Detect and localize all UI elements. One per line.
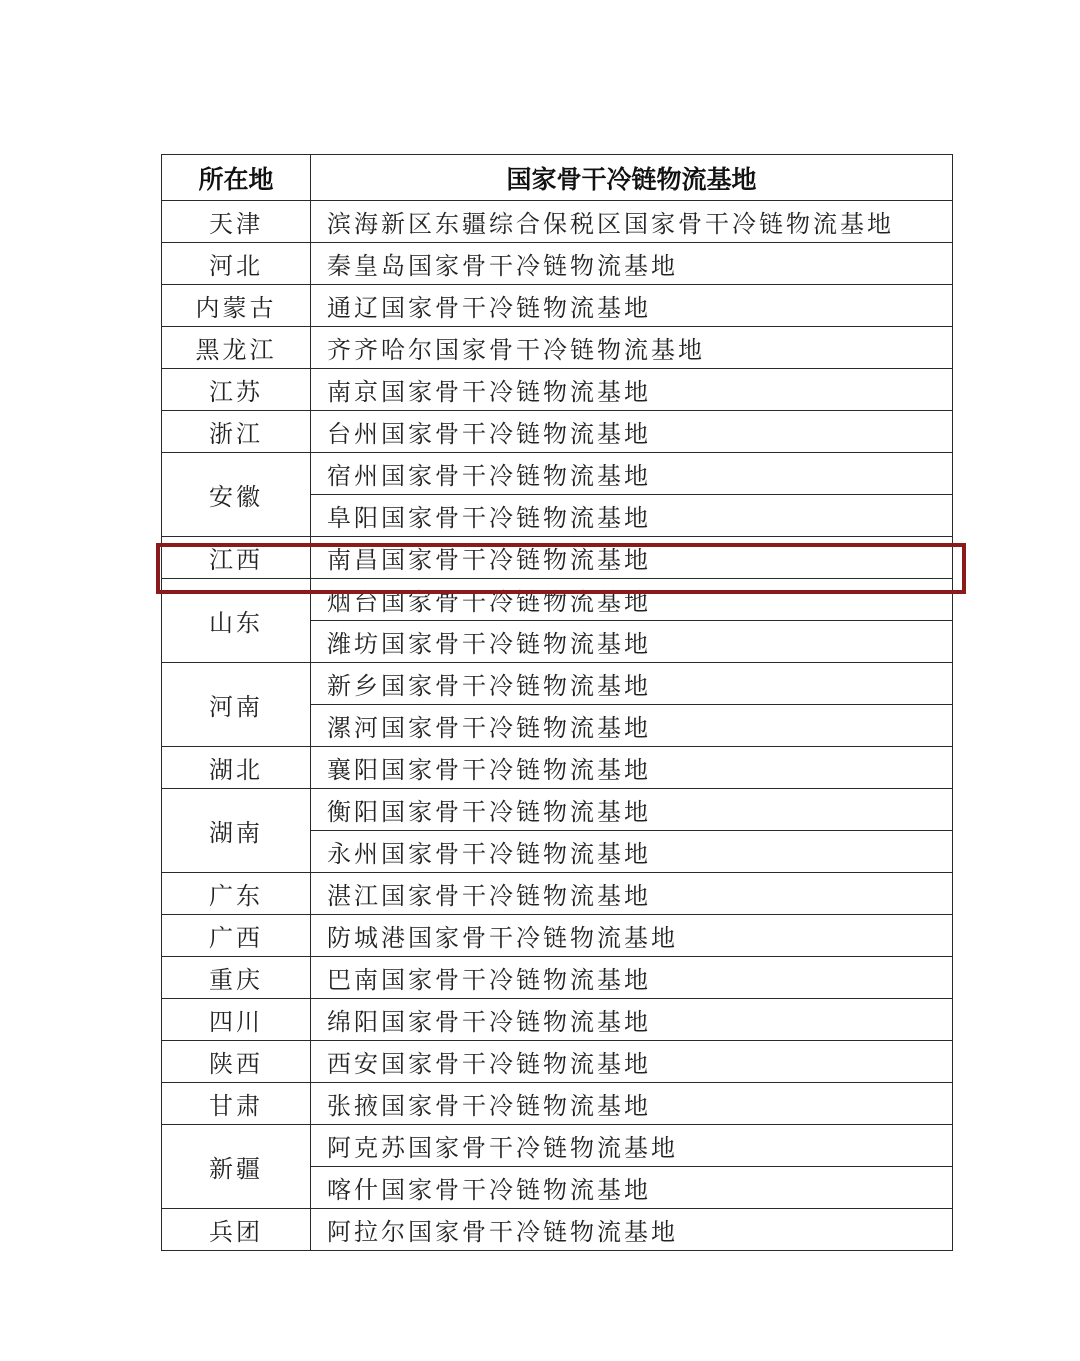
base-name-cell: 新乡国家骨干冷链物流基地 xyxy=(311,663,953,705)
base-name-cell: 通辽国家骨干冷链物流基地 xyxy=(311,285,953,327)
table-row xyxy=(162,1083,953,1125)
table-row xyxy=(162,747,953,789)
base-name-cell: 巴南国家骨干冷链物流基地 xyxy=(311,957,953,999)
province-cell: 四川 xyxy=(162,999,311,1041)
province-cell: 广西 xyxy=(162,915,311,957)
table-row xyxy=(162,873,953,915)
table-row xyxy=(162,243,953,285)
base-name-cell: 台州国家骨干冷链物流基地 xyxy=(311,411,953,453)
base-name-cell: 宿州国家骨干冷链物流基地 xyxy=(311,453,953,495)
province-cell: 山东 xyxy=(162,579,311,663)
header-base-name: 国家骨干冷链物流基地 xyxy=(311,155,953,201)
province-cell: 陕西 xyxy=(162,1041,311,1083)
table-row xyxy=(162,537,953,579)
base-name-cell: 张掖国家骨干冷链物流基地 xyxy=(311,1083,953,1125)
base-name-cell: 喀什国家骨干冷链物流基地 xyxy=(311,1167,953,1209)
base-name-cell: 潍坊国家骨干冷链物流基地 xyxy=(311,621,953,663)
base-name-cell: 漯河国家骨干冷链物流基地 xyxy=(311,705,953,747)
table-row xyxy=(162,1209,953,1251)
header-location: 所在地 xyxy=(162,155,311,201)
cold-chain-base-table xyxy=(161,154,953,1251)
table-row xyxy=(162,1041,953,1083)
table-row xyxy=(162,453,953,495)
base-name-cell: 衡阳国家骨干冷链物流基地 xyxy=(311,789,953,831)
table-row xyxy=(162,663,953,705)
table-row xyxy=(162,999,953,1041)
base-name-cell: 秦皇岛国家骨干冷链物流基地 xyxy=(311,243,953,285)
table-row xyxy=(162,789,953,831)
base-name-cell: 襄阳国家骨干冷链物流基地 xyxy=(311,747,953,789)
province-cell: 天津 xyxy=(162,201,311,243)
base-name-cell: 湛江国家骨干冷链物流基地 xyxy=(311,873,953,915)
table-header-row xyxy=(162,155,953,201)
base-name-cell: 防城港国家骨干冷链物流基地 xyxy=(311,915,953,957)
province-cell: 江西 xyxy=(162,537,311,579)
base-name-cell: 绵阳国家骨干冷链物流基地 xyxy=(311,999,953,1041)
base-name-cell: 齐齐哈尔国家骨干冷链物流基地 xyxy=(311,327,953,369)
base-name-cell: 滨海新区东疆综合保税区国家骨干冷链物流基地 xyxy=(311,201,953,243)
base-name-cell: 阿克苏国家骨干冷链物流基地 xyxy=(311,1125,953,1167)
province-cell: 河北 xyxy=(162,243,311,285)
province-cell: 安徽 xyxy=(162,453,311,537)
base-name-cell: 烟台国家骨干冷链物流基地 xyxy=(311,579,953,621)
province-cell: 广东 xyxy=(162,873,311,915)
table-row xyxy=(162,369,953,411)
table-row xyxy=(162,201,953,243)
base-name-cell: 南昌国家骨干冷链物流基地 xyxy=(311,537,953,579)
table-row xyxy=(162,285,953,327)
base-name-cell: 南京国家骨干冷链物流基地 xyxy=(311,369,953,411)
province-cell: 江苏 xyxy=(162,369,311,411)
province-cell: 内蒙古 xyxy=(162,285,311,327)
province-cell: 重庆 xyxy=(162,957,311,999)
province-cell: 浙江 xyxy=(162,411,311,453)
province-cell: 甘肃 xyxy=(162,1083,311,1125)
province-cell: 湖北 xyxy=(162,747,311,789)
province-cell: 新疆 xyxy=(162,1125,311,1209)
table-row xyxy=(162,957,953,999)
province-cell: 湖南 xyxy=(162,789,311,873)
province-cell: 河南 xyxy=(162,663,311,747)
table-row xyxy=(162,915,953,957)
base-name-cell: 阿拉尔国家骨干冷链物流基地 xyxy=(311,1209,953,1251)
base-name-cell: 西安国家骨干冷链物流基地 xyxy=(311,1041,953,1083)
table-row xyxy=(162,579,953,621)
base-name-cell: 永州国家骨干冷链物流基地 xyxy=(311,831,953,873)
province-cell: 黑龙江 xyxy=(162,327,311,369)
base-name-cell: 阜阳国家骨干冷链物流基地 xyxy=(311,495,953,537)
province-cell: 兵团 xyxy=(162,1209,311,1251)
table-body xyxy=(162,201,953,1251)
table-row xyxy=(162,1125,953,1167)
table-row xyxy=(162,327,953,369)
table-row xyxy=(162,411,953,453)
